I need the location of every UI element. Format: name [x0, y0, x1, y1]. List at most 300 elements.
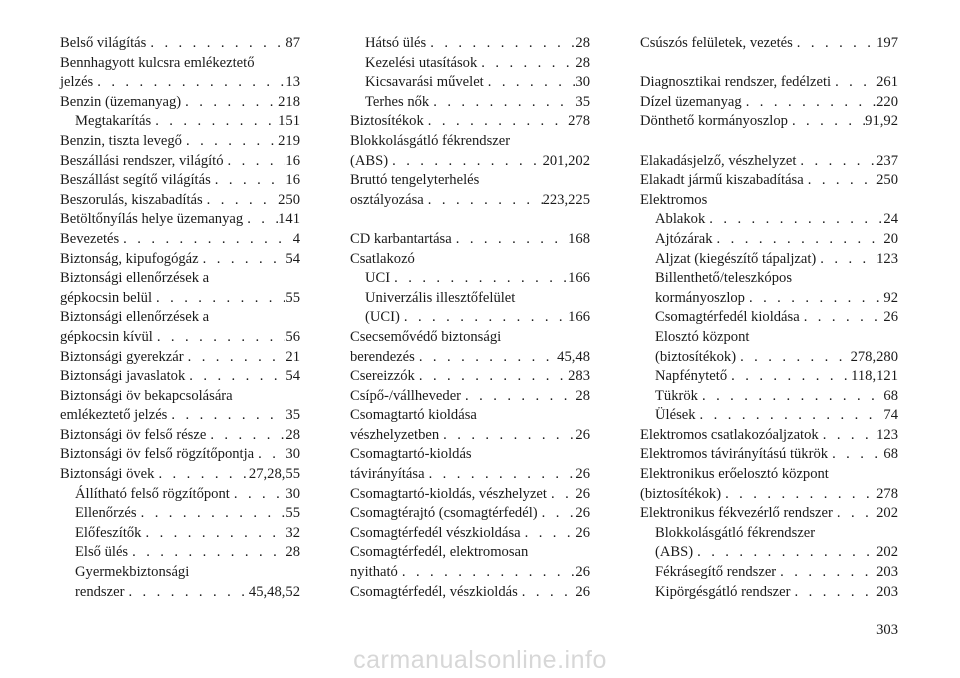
index-subentry [640, 250, 898, 270]
entry-page: 56 [285, 328, 300, 345]
index-entry [60, 445, 300, 465]
index-column-1 [60, 34, 300, 602]
entry-term: Elakadt jármű kiszabadítása [640, 172, 804, 189]
entry-row [350, 504, 590, 524]
entry-page: 54 [285, 250, 300, 267]
entry-page: 28 [575, 387, 590, 404]
entry-row [655, 583, 898, 603]
entry-page: 21 [285, 348, 300, 365]
entry-page: 118,121 [851, 368, 898, 385]
index-entry [350, 524, 590, 544]
dot-leader [800, 308, 884, 328]
entry-page: 197 [876, 35, 898, 51]
entry-page: 26 [575, 466, 590, 483]
index-subentry [640, 328, 898, 367]
entry-page: 35 [285, 407, 300, 424]
entry-page: 68 [883, 387, 898, 404]
entry-page: 151 [278, 113, 300, 130]
entry-row [350, 387, 590, 407]
entry-term: Diagnosztikai rendszer, fedélzeti [640, 74, 832, 91]
index-subentry [60, 524, 300, 544]
index-subentry [350, 34, 590, 54]
entry-term: vészhelyzetben [350, 426, 440, 443]
entry-row [365, 54, 590, 74]
dot-leader [439, 426, 575, 446]
dot-leader [146, 34, 285, 54]
entry-page: 24 [883, 211, 898, 228]
entry-page: 202 [876, 544, 898, 561]
index-subentry [350, 54, 590, 74]
dot-leader [128, 543, 285, 563]
index-entry [640, 171, 898, 191]
entry-page: 26 [575, 426, 590, 443]
entry-row [655, 387, 898, 407]
entry-term: Napfénytető [655, 368, 728, 385]
index-subentry [640, 210, 898, 230]
dot-leader [390, 269, 568, 289]
dot-leader [425, 465, 576, 485]
entry-row [655, 308, 898, 328]
entry-page: 26 [575, 505, 590, 522]
entry-page: 278 [876, 485, 898, 502]
dot-leader [521, 524, 576, 544]
dot-leader [713, 230, 884, 250]
entry-term: Tükrök [655, 387, 698, 404]
entry-row [640, 445, 898, 465]
index-subentry [640, 269, 898, 308]
entry-page: 45,48,52 [248, 583, 300, 600]
entry-page: 203 [876, 583, 898, 600]
dot-leader [151, 112, 278, 132]
index-entry [60, 367, 300, 387]
entry-text-line: Elosztó központ [655, 328, 750, 345]
index-subentry [350, 73, 590, 93]
entry-term: Elektromos csatlakozóaljzatok [640, 426, 819, 443]
entry-term: gépkocsin belül [60, 289, 153, 306]
entry-page: 141 [278, 211, 300, 228]
entry-page: 26 [575, 485, 590, 502]
entry-text-line: Csomagtérfedél, elektromosan [350, 544, 529, 561]
entry-term: Fékrásegítő rendszer [655, 564, 777, 581]
entry-term: Biztonsági övek [60, 466, 155, 483]
dot-leader [181, 93, 278, 113]
entry-row [75, 485, 300, 505]
entry-term: berendezés [350, 348, 415, 365]
entry-page: 74 [883, 407, 898, 424]
entry-page: 55 [285, 289, 300, 306]
index-entry [350, 250, 590, 270]
dot-leader [137, 504, 286, 524]
entry-term: Előfeszítők [75, 524, 142, 541]
index-entry [640, 465, 898, 504]
index-entry [60, 54, 300, 93]
entry-page: 237 [876, 152, 898, 169]
dot-leader [698, 387, 883, 407]
index-subentry [640, 387, 898, 407]
entry-row [60, 348, 300, 368]
entry-page: 250 [876, 172, 898, 189]
dot-leader [804, 171, 876, 191]
index-column-3 [640, 34, 898, 602]
entry-term: Beszorulás, kiszabadítás [60, 191, 203, 208]
entry-row [640, 112, 898, 132]
index-entry [60, 230, 300, 250]
entry-row [365, 34, 590, 54]
index-gap [640, 132, 898, 152]
entry-row [350, 250, 590, 270]
dot-leader [721, 485, 876, 505]
entry-term: emlékeztető jelzés [60, 407, 168, 424]
entry-page: 4 [292, 230, 300, 247]
entry-term: Csomagtérfedél kioldása [655, 309, 800, 326]
entry-row [75, 524, 300, 544]
entry-row [350, 348, 590, 368]
entry-term: Kezelési utasítások [365, 54, 478, 71]
entry-page: 55 [285, 505, 300, 522]
dot-leader [727, 367, 851, 387]
index-entry [350, 112, 590, 132]
entry-page: 26 [883, 309, 898, 326]
dot-leader [736, 348, 851, 368]
entry-term: Ajtózárak [655, 230, 713, 247]
index-subentry [60, 543, 300, 563]
entry-term: nyitható [350, 564, 398, 581]
dot-leader [243, 210, 278, 230]
entry-row [350, 367, 590, 387]
entry-page: 218 [278, 93, 300, 110]
entry-row [75, 504, 300, 524]
dot-leader [388, 152, 542, 172]
entry-page: 92 [883, 289, 898, 306]
entry-term: távirányítása [350, 466, 425, 483]
index-gap [350, 210, 590, 230]
dot-leader [93, 73, 285, 93]
entry-page: 16 [285, 152, 300, 169]
dot-leader [793, 34, 876, 54]
dot-leader [424, 112, 568, 132]
entry-row [60, 210, 300, 230]
index-entry [640, 445, 898, 465]
entry-page: 30 [575, 74, 590, 91]
entry-term: jelzés [60, 74, 94, 91]
entry-term: Csípő-/vállheveder [350, 387, 462, 404]
index-entry [60, 171, 300, 191]
entry-row [60, 93, 300, 113]
index-subentry [60, 485, 300, 505]
dot-leader [152, 289, 285, 309]
entry-row [60, 250, 300, 270]
entry-text-line: Bruttó tengelyterhelés [350, 172, 480, 189]
dot-leader [424, 191, 543, 211]
entry-row [640, 152, 898, 172]
index-subentry [640, 406, 898, 426]
entry-term: Csatlakozó [350, 250, 415, 267]
entry-page: 87 [285, 35, 300, 51]
entry-term: Biztonsági öv felső része [60, 426, 207, 443]
entry-page: 203 [876, 564, 898, 581]
dot-leader [776, 563, 876, 583]
index-entry [640, 191, 898, 211]
dot-leader [182, 132, 278, 152]
entry-page: 91,92 [865, 113, 898, 130]
dot-leader [693, 543, 876, 563]
entry-term: Biztosítékok [350, 113, 424, 130]
entry-term: Aljzat (kiegészítő tápaljzat) [655, 250, 817, 267]
entry-row [640, 93, 898, 113]
entry-term: Hátsó ülés [365, 35, 427, 51]
dot-leader [141, 524, 285, 544]
entry-row [365, 73, 590, 93]
entry-page: 30 [285, 446, 300, 463]
index-subentry [640, 563, 898, 583]
entry-row [655, 210, 898, 230]
dot-leader [199, 250, 286, 270]
dot-leader [452, 230, 568, 250]
entry-row [365, 93, 590, 113]
entry-page: 26 [575, 583, 590, 600]
entry-page: 26 [575, 524, 590, 541]
entry-page: 28 [285, 426, 300, 443]
entry-row [60, 445, 300, 465]
dot-leader [831, 73, 876, 93]
index-entry [640, 112, 898, 132]
index-entry [350, 387, 590, 407]
entry-row [640, 504, 898, 524]
entry-page: 35 [575, 93, 590, 110]
index-entry [350, 230, 590, 250]
entry-row [60, 230, 300, 250]
entry-page: 220 [876, 93, 898, 110]
entry-term: (ABS) [350, 152, 389, 169]
dot-leader [833, 504, 876, 524]
index-column-2 [350, 34, 590, 602]
entry-row [350, 230, 590, 250]
dot-leader [167, 406, 285, 426]
entry-text-line: Univerzális illesztőfelület [365, 289, 516, 306]
entry-page: 32 [285, 524, 300, 541]
entry-term: Biztonsági javaslatok [60, 368, 186, 385]
entry-term: Csereizzók [350, 368, 415, 385]
index-entry [350, 132, 590, 171]
dot-leader [791, 583, 877, 603]
entry-page: 28 [575, 54, 590, 71]
dot-leader [400, 308, 568, 328]
index-gap [640, 54, 898, 74]
dot-leader [184, 348, 286, 368]
dot-leader [124, 583, 248, 603]
index-entry [60, 250, 300, 270]
entry-page: 28 [575, 35, 590, 51]
dot-leader [206, 426, 285, 446]
entry-row [640, 191, 898, 211]
dot-leader [477, 54, 575, 74]
index-entry [60, 93, 300, 113]
dot-leader [224, 152, 286, 172]
entry-term: gépkocsin kívül [60, 328, 153, 345]
entry-text-line: Blokkolásgátló fékrendszer [350, 132, 511, 149]
entry-term: kormányoszlop [655, 289, 745, 306]
entry-term: Elakadásjelző, vészhelyzet [640, 152, 797, 169]
entry-term: Kicsavarási művelet [365, 74, 484, 91]
dot-leader [426, 34, 575, 54]
entry-term: Kipörgésgátló rendszer [655, 583, 791, 600]
entry-row [60, 73, 300, 93]
dot-leader [547, 485, 575, 505]
entry-row [655, 348, 898, 368]
index-entry [350, 406, 590, 445]
entry-row [350, 524, 590, 544]
entry-row [640, 485, 898, 505]
entry-page: 20 [883, 230, 898, 247]
index-subentry [640, 583, 898, 603]
entry-text-line: Csecsemővédő biztonsági [350, 328, 502, 345]
entry-page: 219 [278, 132, 300, 149]
entry-term: Csomagtérfedél vészkioldása [350, 524, 521, 541]
dot-leader [788, 112, 865, 132]
index-subentry [640, 230, 898, 250]
index-entry [60, 210, 300, 230]
entry-term: Benzin, tiszta levegő [60, 132, 182, 149]
entry-page: 168 [568, 230, 590, 247]
dot-leader [742, 93, 876, 113]
entry-page: 250 [278, 191, 300, 208]
entry-row [60, 465, 300, 485]
index-entry [60, 191, 300, 211]
entry-term: Betöltőnyílás helye üzemanyag [60, 211, 244, 228]
entry-row [350, 426, 590, 446]
entry-row [640, 426, 898, 446]
entry-row [75, 112, 300, 132]
entry-text-line: Csomagtartó kioldása [350, 407, 477, 424]
entry-term: Terhes nők [365, 93, 430, 110]
entry-term: Elektromos [640, 191, 708, 208]
entry-term: Állítható felső rögzítőpont [75, 485, 230, 502]
entry-row [350, 583, 590, 603]
entry-page: 278 [568, 113, 590, 130]
dot-leader [203, 191, 278, 211]
index-subentry [640, 367, 898, 387]
index-entry [60, 132, 300, 152]
dot-leader [461, 387, 575, 407]
entry-row [640, 171, 898, 191]
entry-term: Dönthető kormányoszlop [640, 113, 788, 130]
entry-page: 223,225 [542, 191, 590, 208]
entry-row [640, 34, 898, 54]
entry-term: Ülések [655, 407, 696, 424]
entry-term: Dízel üzemanyag [640, 93, 742, 110]
entry-term: (biztosítékok) [640, 485, 722, 502]
entry-row [655, 289, 898, 309]
entry-row [350, 465, 590, 485]
dot-leader [816, 250, 876, 270]
entry-text-line: Billenthető/teleszkópos [655, 270, 792, 287]
entry-term: Ellenőrzés [75, 505, 137, 522]
entry-term: Csomagtérajtó (csomagtérfedél) [350, 505, 538, 522]
index-entry [350, 504, 590, 524]
index-entry [640, 152, 898, 172]
entry-row [655, 563, 898, 583]
index-entry [60, 152, 300, 172]
dot-leader [828, 445, 883, 465]
entry-term: Belső világítás [60, 35, 147, 51]
entry-text-line: Gyermekbiztonsági [75, 564, 190, 581]
entry-text-line: Biztonsági öv bekapcsolására [60, 387, 233, 404]
entry-term: (UCI) [365, 309, 400, 326]
entry-term: Első ülés [75, 544, 129, 561]
entry-row [60, 328, 300, 348]
entry-page: 28 [285, 544, 300, 561]
entry-row [350, 112, 590, 132]
entry-text-line: Bennhagyott kulcsra emlékeztető [60, 54, 255, 71]
entry-term: (ABS) [655, 544, 694, 561]
dot-leader [185, 367, 285, 387]
entry-term: Csúszós felületek, vezetés [640, 35, 793, 51]
entry-text-line: Elektronikus erőelosztó központ [640, 466, 829, 483]
entry-page: 201,202 [542, 152, 590, 169]
dot-leader [819, 426, 876, 446]
entry-text-line: Biztonsági ellenőrzések a [60, 309, 210, 326]
index-entry [350, 171, 590, 210]
entry-row [350, 563, 590, 583]
dot-leader [415, 367, 568, 387]
entry-term: Benzin (üzemanyag) [60, 93, 182, 110]
index-entry [350, 367, 590, 387]
dot-leader [153, 328, 286, 348]
entry-row [655, 230, 898, 250]
entry-term: Elektromos távirányítású tükrök [640, 446, 829, 463]
index-subentry [640, 524, 898, 563]
index-entry [60, 387, 300, 426]
index-entry [60, 34, 300, 54]
page-number: 303 [876, 622, 898, 638]
dot-leader [211, 171, 286, 191]
index-subentry [60, 504, 300, 524]
entry-page: 278,280 [850, 348, 898, 365]
index-subentry [350, 93, 590, 113]
entry-term: UCI [365, 270, 391, 287]
entry-row [60, 152, 300, 172]
dot-leader [254, 445, 285, 465]
index-entry [350, 328, 590, 367]
entry-row [60, 191, 300, 211]
index-entry [60, 465, 300, 485]
entry-page: 68 [883, 446, 898, 463]
dot-leader [705, 210, 883, 230]
dot-leader [484, 73, 576, 93]
entry-page: 123 [876, 426, 898, 443]
dot-leader [745, 289, 883, 309]
entry-term: rendszer [75, 583, 125, 600]
entry-row [60, 426, 300, 446]
dot-leader [119, 230, 293, 250]
entry-row [60, 34, 300, 54]
entry-page: 283 [568, 368, 590, 385]
entry-page: 30 [285, 485, 300, 502]
entry-row [350, 191, 590, 211]
entry-row [640, 73, 898, 93]
entry-term: Megtakarítás [75, 113, 152, 130]
index-entry [350, 583, 590, 603]
dot-leader [696, 406, 884, 426]
entry-page: 123 [876, 250, 898, 267]
entry-term: Beszállást segítő világítás [60, 172, 211, 189]
entry-term: Csomagtérfedél, vészkioldás [350, 583, 518, 600]
entry-page: 166 [568, 270, 590, 287]
index-entry [640, 93, 898, 113]
entry-term: Elektronikus fékvezérlő rendszer [640, 505, 833, 522]
entry-row [655, 406, 898, 426]
index-subentry [60, 112, 300, 132]
